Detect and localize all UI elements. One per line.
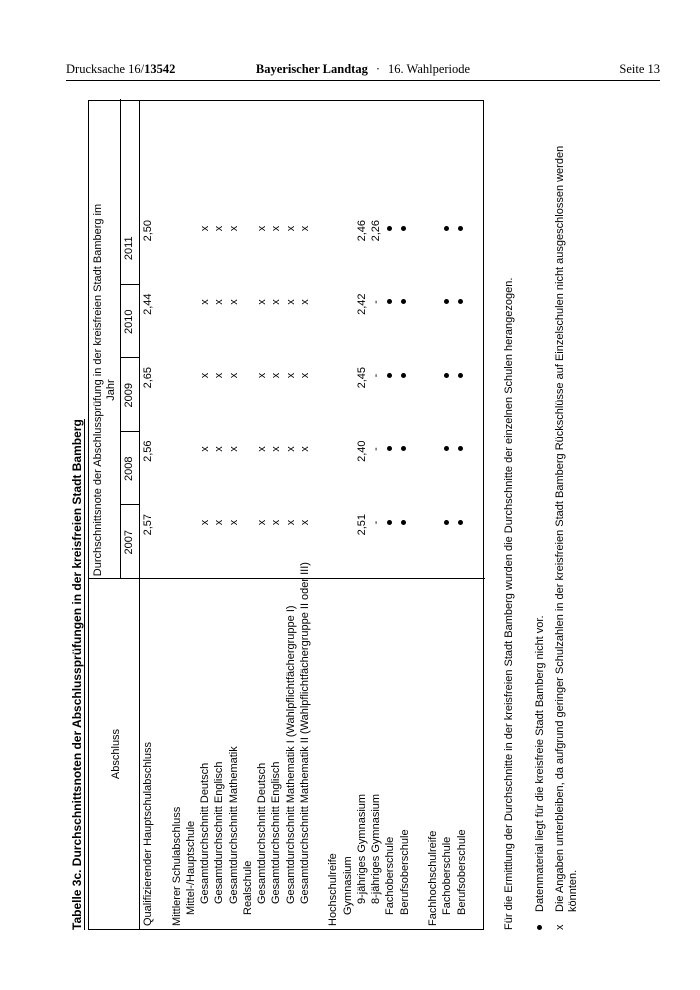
- year-header-rule: [139, 101, 140, 929]
- table-row: [155, 101, 169, 929]
- row-label: Berufsoberschule: [455, 829, 468, 915]
- row-label: Gesamtdurchschnitt Mathematik: [227, 746, 240, 904]
- page-number: Seite 13: [619, 62, 660, 76]
- group-header-rule: [120, 99, 121, 579]
- suppressed-mark: x: [284, 372, 297, 379]
- suppressed-mark: x: [199, 299, 211, 305]
- row-label: Gesamtdurchschnitt Englisch: [213, 761, 226, 904]
- grade-value: 2,51: [355, 514, 368, 536]
- suppressed-mark: x: [227, 446, 240, 452]
- year-header: 2008: [123, 456, 135, 481]
- dot-marker: [458, 300, 463, 305]
- suppressed-mark: x: [270, 446, 283, 452]
- dash-mark: -: [370, 373, 382, 378]
- table-row: [284, 101, 298, 929]
- row-label: Fachoberschule: [384, 836, 397, 915]
- row-label: Gymnasium: [341, 856, 354, 915]
- suppressed-mark: x: [298, 299, 311, 305]
- no-data-dot: [440, 339, 454, 412]
- grade-value: 2,50: [142, 220, 154, 242]
- row-label: Mittlerer Schulabschluss: [170, 806, 183, 926]
- dot-marker: [458, 373, 463, 378]
- grade-value: 2,56: [142, 440, 154, 462]
- parliament-name: Bayerischer Landtag · 16. Wahlperiode: [255, 62, 471, 76]
- no-data-dot: [455, 266, 469, 339]
- suppressed-mark: x: [284, 446, 297, 452]
- dot-symbol: [534, 925, 547, 930]
- rotated-table-block: Tabelle 3c. Durchschnittsnoten der Abschlussprüfungen in der kreisfreien Stadt Bamberg Abschluss Durchschnittsnote der Abschlussprüfung in der kreisfreien Stadt Bamberg im Jahr 2007 2008 2009 2010 2011 Qualifizierender Hauptschulabschluss 2,57 2,56 2,65 2,44 2,50 Mittlerer Schulabschluss Mittel-/Hauptschule Gesamtdurchschnitt Deutsch x x x x x Gesamtdurchschnitt Englisch x x x x x Gesamtdurchschnitt Mathematik x x x x x Realschule Gesamtdurchschnitt Deutsch x x x x x Gesamtdurchschnitt Englisch x x x x x Gesamtdurchschnitt Mathematik I (Wahlpflichtfächergruppe I) x x x x x Gesamtdurchschnitt Mathematik II (Wahlpflichtfächergruppe II oder III) x x x x x Hochschulreife Gymnasium 9-jähriges Gymnasium 2,51 2,40 2,45 2,42 2,46 8-jähriges Gymnasium - - - - 2,26 Fachoberschule Berufsoberschule Fachhochschulreife Fachoberschule Berufsoberschule Für die Ermittlung der Durchschnitte in der kreisfreien Stadt Bamberg wurden die Durchschnitte der einzelnen Schulen herangezogen. Datenmaterial liegt für die kreisfreie Stadt Bamberg nicht vor. x Die Angaben unterbleiben, da aufgrund geringer Schulzahlen in der kreisfreien Stadt Bamberg Rückschlüsse auf Einzelschulen nicht ausgeschlossen werden könnten.: [70, 100, 580, 930]
- grade-value: 2,57: [142, 514, 154, 536]
- no-data-dot: [398, 192, 412, 265]
- suppressed-mark: x: [298, 519, 311, 526]
- year-header: 2009: [123, 383, 135, 408]
- row-label: Fachoberschule: [441, 836, 454, 915]
- suppressed-mark: x: [298, 372, 311, 379]
- no-data-dot: [440, 192, 454, 265]
- suppressed-mark: x: [256, 225, 268, 232]
- dot-marker: [458, 520, 463, 525]
- suppressed-mark: x: [227, 372, 240, 379]
- table-row: [141, 101, 155, 929]
- dot-marker: [401, 226, 406, 231]
- no-data-dot: [383, 413, 397, 486]
- col-header-abschluss: Abschluss: [110, 728, 122, 780]
- grade-value: 2,26: [370, 220, 382, 242]
- table-row: [241, 101, 255, 929]
- dot-marker: [387, 447, 392, 452]
- table-row: [455, 101, 469, 929]
- no-data-dot: [455, 192, 469, 265]
- dot-marker: [444, 300, 449, 305]
- no-data-dot: [398, 486, 412, 559]
- table-row: [398, 101, 412, 929]
- suppressed-mark: x: [298, 446, 311, 452]
- suppressed-mark: x: [270, 372, 283, 379]
- dot-marker: [401, 520, 406, 525]
- dash-mark: -: [370, 520, 382, 525]
- dot-marker: [401, 300, 406, 305]
- suppressed-mark: x: [227, 225, 240, 232]
- row-label: Berufsoberschule: [398, 829, 411, 915]
- suppressed-mark: x: [227, 299, 240, 305]
- grade-value: 2,65: [142, 367, 154, 389]
- row-label: Gesamtdurchschnitt Mathematik I (Wahlpflichtfächergruppe I): [284, 605, 297, 904]
- no-data-dot: [398, 339, 412, 412]
- no-data-dot: [440, 486, 454, 559]
- suppressed-mark: x: [199, 519, 211, 526]
- no-data-dot: [383, 192, 397, 265]
- grade-value: 2,42: [355, 293, 368, 315]
- no-data-dot: [440, 266, 454, 339]
- header-rule: [66, 80, 660, 81]
- dot-marker: [444, 373, 449, 378]
- no-data-dot: [398, 413, 412, 486]
- table-row: [255, 101, 269, 929]
- dot-marker: [387, 226, 392, 231]
- dot-marker: [458, 447, 463, 452]
- suppressed-mark: x: [199, 446, 211, 452]
- table-row: [298, 101, 312, 929]
- suppressed-mark: x: [199, 225, 211, 232]
- row-label: 8-jähriges Gymnasium: [370, 793, 382, 904]
- no-data-dot: [455, 339, 469, 412]
- grade-value: 2,44: [142, 293, 154, 315]
- results-table: [88, 100, 484, 930]
- table-row: [426, 101, 440, 929]
- table-row: [369, 101, 383, 929]
- row-label: Gesamtdurchschnitt Englisch: [270, 761, 283, 904]
- document-number: Drucksache 16/13542: [66, 62, 176, 76]
- dot-marker: [444, 226, 449, 231]
- suppressed-mark: x: [227, 519, 240, 526]
- suppressed-mark: x: [284, 299, 297, 305]
- table-row: [227, 101, 241, 929]
- suppressed-mark: x: [270, 519, 283, 526]
- grade-value: 2,45: [355, 367, 368, 389]
- table-row: [170, 101, 184, 929]
- grade-value: 2,46: [355, 220, 368, 242]
- year-header: 2011: [123, 236, 135, 261]
- suppressed-mark: x: [213, 225, 226, 232]
- row-label: Gesamtdurchschnitt Mathematik II (Wahlpflichtfächergruppe II oder III): [298, 562, 311, 904]
- dot-marker: [387, 373, 392, 378]
- suppressed-mark: x: [256, 299, 268, 305]
- table-row: [440, 101, 454, 929]
- no-data-dot: [383, 266, 397, 339]
- suppressed-mark: x: [270, 299, 283, 305]
- dot-marker: [387, 520, 392, 525]
- no-data-dot: [383, 339, 397, 412]
- table-row: [312, 101, 326, 929]
- row-label: Qualifizierender Hauptschulabschluss: [142, 741, 154, 926]
- suppressed-mark: x: [213, 372, 226, 379]
- dash-mark: -: [370, 300, 382, 304]
- dot-marker: [401, 373, 406, 378]
- no-data-dot: [455, 413, 469, 486]
- table-row: [269, 101, 283, 929]
- suppressed-mark: x: [213, 446, 226, 452]
- table-row: [341, 101, 355, 929]
- year-header: 2010: [123, 309, 135, 334]
- col-header-group: Durchschnittsnote der Abschlussprüfung in der kreisfreien Stadt Bamberg im Jahr: [92, 203, 117, 577]
- table-title: Tabelle 3c. Durchschnittsnoten der Abschlussprüfungen in der kreisfreien Stadt Bamberg: [70, 419, 84, 930]
- suppressed-mark: x: [256, 519, 268, 526]
- no-data-dot: [383, 486, 397, 559]
- row-label: Hochschulreife: [327, 853, 340, 926]
- table-row: [212, 101, 226, 929]
- dash-mark: -: [370, 447, 382, 451]
- suppressed-mark: x: [256, 446, 268, 452]
- row-label: Mittel-/Hauptschule: [184, 820, 197, 915]
- suppressed-mark: x: [256, 372, 268, 379]
- dot-marker: [401, 447, 406, 452]
- row-label: 9-jähriges Gymnasium: [355, 793, 368, 904]
- table-row: [355, 101, 369, 929]
- table-row: [198, 101, 212, 929]
- suppressed-mark: x: [213, 519, 226, 526]
- suppressed-mark: x: [298, 225, 311, 232]
- suppressed-mark: x: [270, 225, 283, 232]
- table-row: [383, 101, 397, 929]
- table-row: [412, 101, 426, 929]
- no-data-dot: [398, 266, 412, 339]
- suppressed-mark: x: [199, 372, 211, 379]
- no-data-dot: [455, 486, 469, 559]
- footnote-method: Für die Ermittlung der Durchschnitte in der kreisfreien Stadt Bamberg wurden die Durchschnitte der einzelnen Schulen herangezogen.: [503, 277, 515, 930]
- no-data-dot: [440, 413, 454, 486]
- grade-value: 2,40: [355, 440, 368, 462]
- table-row: [184, 101, 198, 929]
- dot-marker: [458, 226, 463, 231]
- dot-marker: [444, 447, 449, 452]
- suppressed-mark: x: [284, 225, 297, 232]
- suppressed-mark: x: [213, 299, 226, 305]
- row-label: Fachhochschulreife: [427, 830, 439, 926]
- year-header: 2007: [123, 530, 135, 555]
- row-label: Realschule: [241, 860, 254, 915]
- page-header: [66, 62, 660, 80]
- table-row: [326, 101, 340, 929]
- dot-marker: [444, 520, 449, 525]
- row-label: Gesamtdurchschnitt Deutsch: [199, 762, 211, 904]
- dot-marker: [387, 300, 392, 305]
- row-label: Gesamtdurchschnitt Deutsch: [256, 762, 268, 904]
- suppressed-mark: x: [284, 519, 297, 526]
